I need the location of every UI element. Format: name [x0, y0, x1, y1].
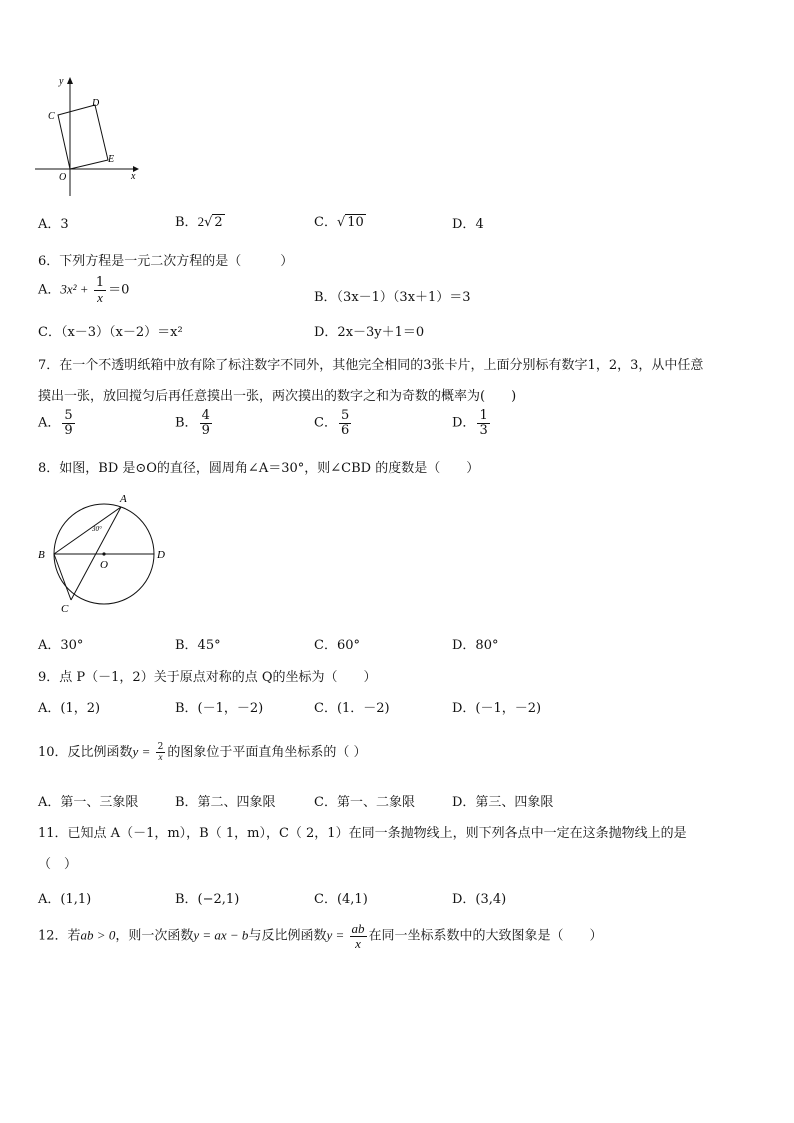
option-value: 3 [60, 217, 69, 232]
fraction [200, 409, 212, 437]
label-b: B [38, 549, 45, 561]
radicand: 2 [214, 215, 223, 230]
q8-option-a[interactable]: A．30° [38, 638, 84, 653]
q11-stem-line2: （ ） [38, 857, 78, 872]
fraction [62, 409, 74, 437]
label-angle: 30° [92, 525, 102, 533]
sqrt-symbol: √ 10 [336, 215, 364, 230]
stem-text: 与反比例函数 [248, 928, 327, 944]
q7-option-c[interactable] [314, 409, 353, 437]
q7-stem-line1: 7．在一个不透明纸箱中放有除了标注数字不同外，其他完全相同的3张卡片，上面分别标有数字1，2，3，从中任意 [38, 358, 704, 373]
numerator: 5 [64, 408, 73, 423]
label-a: A [120, 493, 127, 505]
denominator: 9 [201, 422, 210, 438]
q8-option-d[interactable]: D．80° [452, 638, 499, 653]
numerator: 4 [201, 408, 210, 423]
option-prefix: D． [452, 217, 476, 232]
option-prefix: C． [314, 215, 337, 230]
denominator: 9 [64, 422, 73, 438]
q10-option-b[interactable]: B．第二、四象限 [175, 795, 276, 810]
square-ocde [58, 105, 108, 169]
option-prefix: B． [175, 415, 198, 431]
condition-expression: ab > 0 [80, 927, 116, 943]
q8-option-c[interactable]: C．60° [314, 638, 360, 653]
q10-option-d[interactable]: D．第三、四象限 [452, 795, 554, 810]
q8-option-b[interactable]: B．45° [175, 638, 221, 653]
q6-option-b[interactable]: B．（3x－1）（3x＋1）＝3 [314, 290, 471, 305]
numerator: 2 [157, 741, 164, 752]
numerator: 1 [95, 275, 105, 290]
fraction [339, 409, 351, 437]
denominator: x [97, 289, 103, 305]
q7-option-d[interactable] [452, 409, 492, 437]
linear-function: y = ax − b [193, 927, 249, 943]
q10-option-a[interactable]: A．第一、三象限 [38, 795, 139, 810]
q11-option-c[interactable]: C．(4,1) [314, 892, 368, 907]
option-coefficient: 2 [197, 214, 205, 229]
option-value: 4 [475, 217, 484, 232]
radicand: 10 [347, 215, 364, 230]
q9-stem: 9．点 P（－1，2）关于原点对称的点 Q的坐标为（ ） [38, 670, 377, 685]
q9-option-b[interactable]: B．(－1，－2) [175, 701, 264, 716]
fraction [350, 922, 367, 950]
label-c: C [61, 603, 69, 615]
function-lhs: y = [326, 927, 348, 943]
fraction [156, 743, 166, 763]
q11-option-a[interactable]: A．(1,1) [38, 892, 92, 907]
q10-option-c[interactable]: C．第一、二象限 [314, 795, 415, 810]
y-axis-arrow [67, 77, 73, 84]
chord-ab [54, 507, 121, 554]
stem-text: 10．反比例函数 [38, 745, 133, 760]
q5-option-a[interactable] [38, 213, 69, 232]
label-y: y [59, 76, 64, 87]
numerator: ab [351, 921, 365, 936]
q12-stem [38, 922, 603, 950]
q7-option-b[interactable] [175, 409, 214, 437]
denominator: 3 [479, 422, 488, 438]
option-prefix: A． [38, 282, 61, 298]
label-o: O [59, 172, 67, 183]
center-dot [102, 552, 105, 555]
option-prefix: A． [38, 415, 61, 431]
chord-bc [54, 554, 71, 600]
q8-stem: 8．如图，BD 是⊙O的直径，圆周角∠A＝30°，则∠CBD 的度数是（ ） [38, 461, 480, 476]
label-e: E [108, 154, 115, 165]
q7-option-a[interactable] [38, 409, 77, 437]
q9-option-d[interactable]: D．(－1，－2) [452, 701, 542, 716]
numerator: 1 [479, 408, 488, 423]
option-prefix: D． [452, 415, 476, 431]
q10-stem [38, 741, 366, 762]
denominator: x [158, 752, 163, 762]
label-d: D [157, 549, 165, 561]
denominator: x [355, 935, 361, 951]
stem-text: 在同一坐标系数中的大致图象是（ ） [368, 928, 603, 944]
stem-text: 的图象位于平面直角坐标系的（ ） [167, 745, 367, 760]
q6-option-c[interactable]: C．（x－3）（x－2）＝x² [38, 325, 183, 340]
stem-text: 12．若 [38, 928, 81, 944]
q9-option-c[interactable]: C．(1．－2) [314, 701, 390, 716]
q5-option-c[interactable] [314, 211, 366, 230]
q6-option-a[interactable] [38, 276, 129, 304]
option-prefix: A． [38, 217, 61, 232]
label-o: O [100, 559, 108, 571]
option-prefix: B． [175, 215, 198, 230]
q7-stem-line2: 摸出一张，放回搅匀后再任意摸出一张，两次摸出的数字之和为奇数的概率为( ) [38, 389, 517, 404]
option-expression-rhs: ＝0 [108, 282, 130, 298]
label-d: D [92, 98, 100, 109]
q8-circle-figure [34, 486, 174, 618]
function-lhs: y = [132, 744, 154, 759]
q11-stem-line1: 11．已知点 A（－1，m），B（ 1，m），C（ 2，1）在同一条抛物线上，则下列各点中一定在这条抛物线上的是 [38, 826, 687, 841]
denominator: 6 [340, 422, 350, 438]
label-x: x [131, 171, 136, 182]
q5-coordinate-figure [30, 68, 145, 198]
q6-option-d[interactable]: D．2x－3y＋1＝0 [314, 325, 425, 340]
fraction [477, 409, 489, 437]
stem-text: ，则一次函数 [115, 928, 194, 944]
segment-oc [70, 105, 95, 169]
label-c: C [48, 111, 55, 122]
q5-option-b[interactable] [175, 211, 225, 230]
q9-option-a[interactable]: A．(1，2) [38, 701, 101, 716]
q11-option-b[interactable]: B．(−2,1) [175, 892, 240, 907]
q11-option-d[interactable]: D．(3,4) [452, 892, 507, 907]
q5-option-d[interactable] [452, 213, 484, 232]
option-prefix: C． [314, 415, 337, 431]
fraction [94, 276, 106, 304]
sqrt-symbol: √ 2 [204, 215, 223, 230]
numerator: 5 [340, 408, 350, 423]
q6-stem: 6．下列方程是一元二次方程的是（ ） [38, 254, 294, 269]
option-expression: 3x² + [60, 281, 92, 297]
